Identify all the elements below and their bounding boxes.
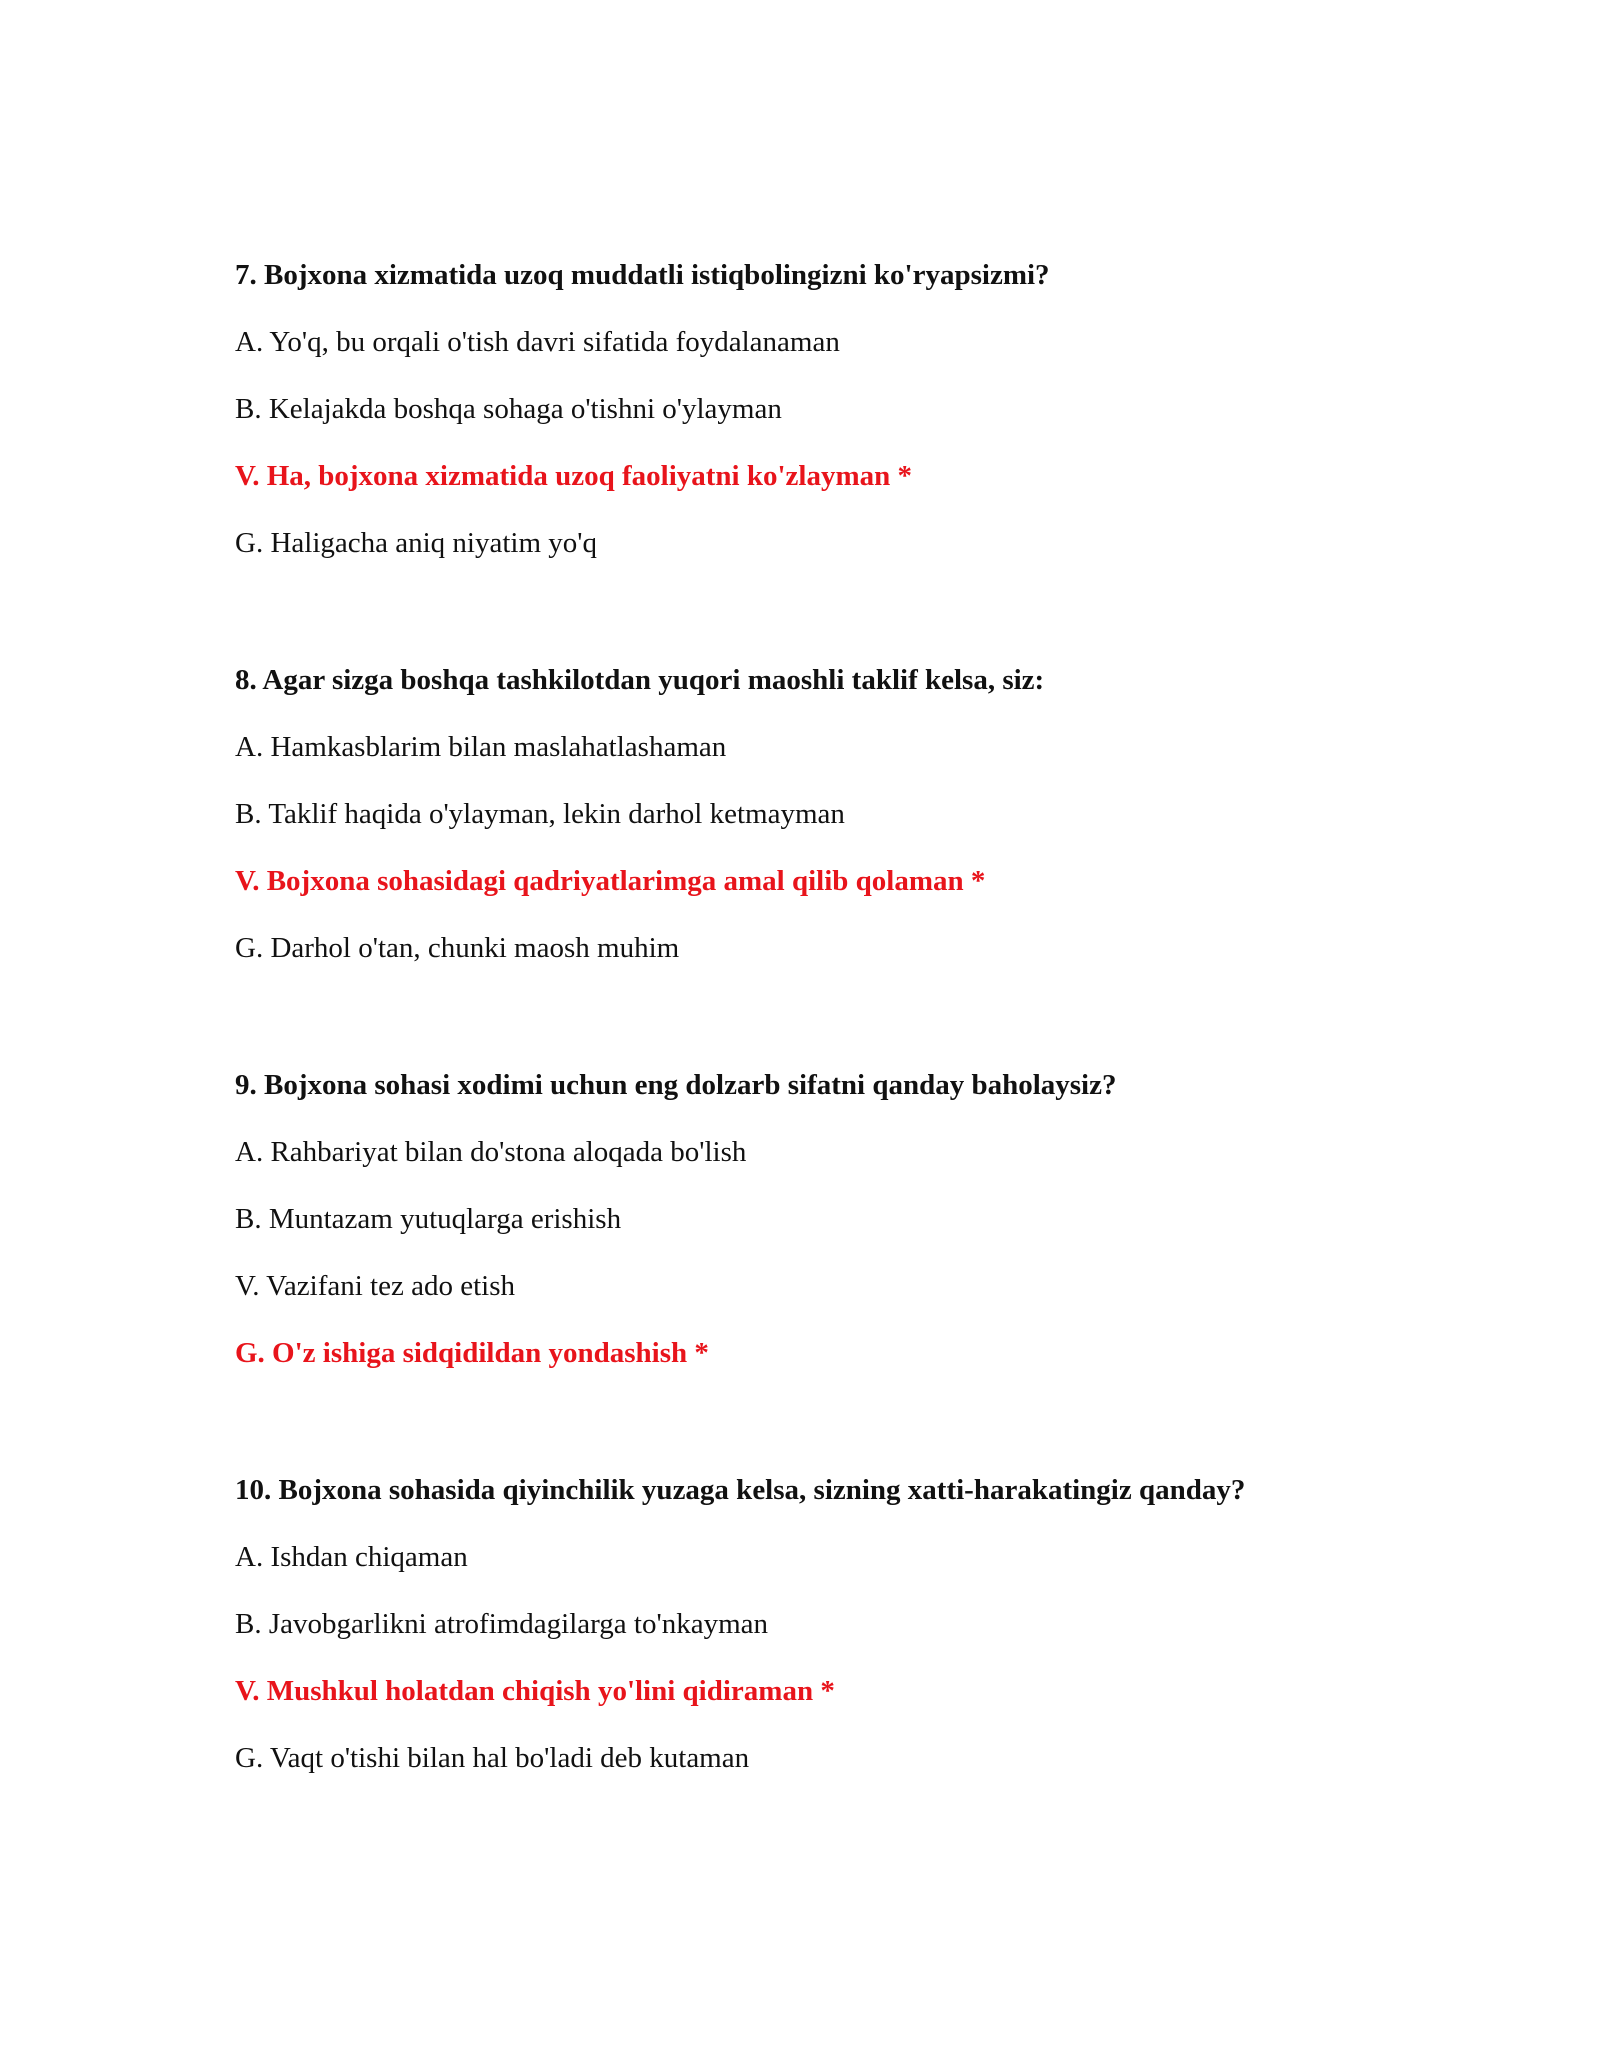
answer-option-b: B. Taklif haqida o'ylayman, lekin darhol ketmayman	[235, 798, 845, 830]
answer-option-g: G. Haligacha aniq niyatim yo'q	[235, 527, 597, 559]
answer-option-b: B. Kelajakda boshqa sohaga o'tishni o'ylayman	[235, 393, 782, 425]
answer-option-b: B. Muntazam yutuqlarga erishish	[235, 1203, 622, 1235]
answer-option-a: A. Yo'q, bu orqali o'tish davri sifatida foydalanaman	[235, 326, 840, 358]
correct-answer-option-g: G. O'z ishiga sidqidildan yondashish *	[235, 1337, 709, 1369]
question-title: 8. Agar sizga boshqa tashkilotdan yuqori maoshli taklif kelsa, siz:	[235, 664, 1045, 696]
correct-answer-option-v: V. Bojxona sohasidagi qadriyatlarimga amal qilib qolaman *	[235, 865, 986, 897]
answer-option-g: G. Vaqt o'tishi bilan hal bo'ladi deb kutaman	[235, 1742, 750, 1774]
answer-option-a: A. Ishdan chiqaman	[235, 1541, 468, 1573]
question-8	[235, 662, 1435, 997]
answer-option-a: A. Rahbariyat bilan do'stona aloqada bo'lish	[235, 1136, 747, 1168]
question-9	[235, 1067, 1435, 1402]
question-7	[235, 257, 1435, 592]
answer-option-b: B. Javobgarlikni atrofimdagilarga to'nkayman	[235, 1608, 769, 1640]
correct-answer-option-v: V. Ha, bojxona xizmatida uzoq faoliyatni ko'zlayman *	[235, 460, 912, 492]
answer-option-g: G. Darhol o'tan, chunki maosh muhim	[235, 932, 680, 964]
question-title: 7. Bojxona xizmatida uzoq muddatli istiqbolingizni ko'ryapsizmi?	[235, 259, 1050, 291]
question-10	[235, 1472, 1435, 1807]
question-title: 9. Bojxona sohasi xodimi uchun eng dolzarb sifatni qanday baholaysiz?	[235, 1069, 1117, 1101]
correct-answer-option-v: V. Mushkul holatdan chiqish yo'lini qidiraman *	[235, 1675, 835, 1707]
answer-option-a: A. Hamkasblarim bilan maslahatlashaman	[235, 731, 727, 763]
question-title: 10. Bojxona sohasida qiyinchilik yuzaga kelsa, sizning xatti-harakatingiz qanday?	[235, 1474, 1246, 1506]
answer-option-v: V. Vazifani tez ado etish	[235, 1270, 515, 1302]
